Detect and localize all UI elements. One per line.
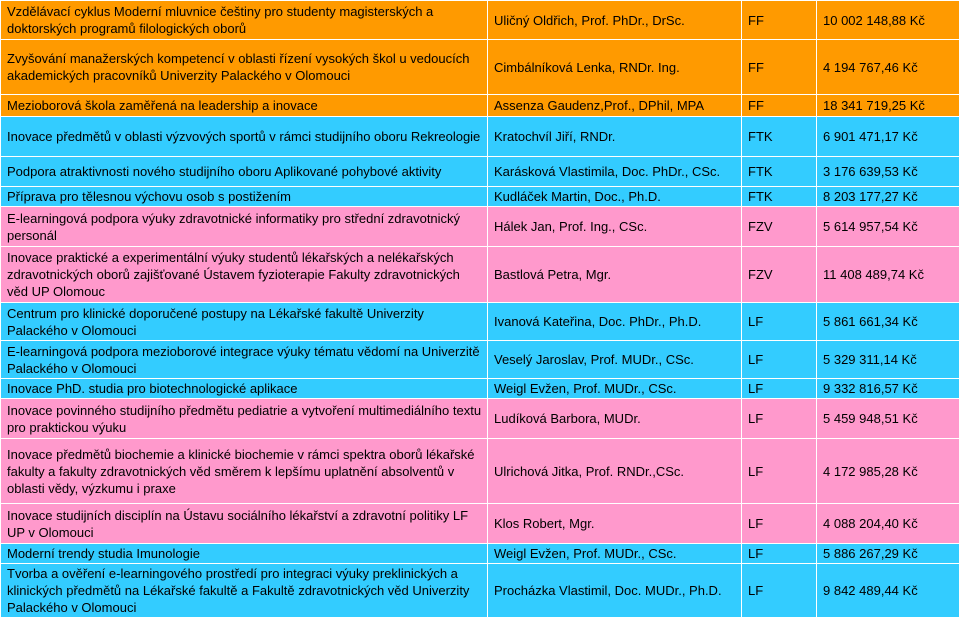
project-title: Inovace praktické a experimentální výuky studentů lékařských a nelékařských zdravotnických oborů zajišťované Ústavem fyzioterapie Fakulty zdravotnických věd UP Olomouc <box>1 247 488 303</box>
project-leader: Cimbálníková Lenka, RNDr. Ing. <box>488 40 742 95</box>
project-leader: Kratochvíl Jiří, RNDr. <box>488 117 742 157</box>
faculty: FTK <box>742 187 817 207</box>
project-title: Vzdělávací cyklus Moderní mluvnice češtiny pro studenty magisterských a doktorských programů filologických oborů <box>1 1 488 40</box>
amount: 18 341 719,25 Kč <box>817 95 959 117</box>
faculty: LF <box>742 504 817 544</box>
faculty: LF <box>742 379 817 399</box>
project-title: Inovace studijních disciplín na Ústavu sociálního lékařství a zdravotní politiky LF UP v Olomouci <box>1 504 488 544</box>
project-title: Inovace povinného studijního předmětu pediatrie a vytvoření multimediálního textu pro praktickou výuku <box>1 399 488 439</box>
faculty: FTK <box>742 117 817 157</box>
project-title: Příprava pro tělesnou výchovu osob s postižením <box>1 187 488 207</box>
project-leader: Weigl Evžen, Prof. MUDr., CSc. <box>488 379 742 399</box>
project-leader: Karásková Vlastimila, Doc. PhDr., CSc. <box>488 157 742 187</box>
amount: 4 172 985,28 Kč <box>817 439 959 504</box>
project-title: Inovace PhD. studia pro biotechnologické aplikace <box>1 379 488 399</box>
project-leader: Bastlová Petra, Mgr. <box>488 247 742 303</box>
project-title: Inovace předmětů v oblasti výzvových sportů v rámci studijního oboru Rekreologie <box>1 117 488 157</box>
faculty: FF <box>742 1 817 40</box>
faculty: LF <box>742 303 817 341</box>
faculty: FZV <box>742 207 817 247</box>
faculty: FF <box>742 95 817 117</box>
table-row <box>1 399 959 439</box>
table-row <box>1 341 959 379</box>
table-row <box>1 207 959 247</box>
amount: 4 194 767,46 Kč <box>817 40 959 95</box>
table-row <box>1 247 959 303</box>
table-row <box>1 379 959 399</box>
project-leader: Procházka Vlastimil, Doc. MUDr., Ph.D. <box>488 564 742 618</box>
table-row <box>1 1 959 40</box>
faculty: FZV <box>742 247 817 303</box>
project-title: E-learningová podpora výuky zdravotnické informatiky pro střední zdravotnický personál <box>1 207 488 247</box>
amount: 5 886 267,29 Kč <box>817 544 959 564</box>
project-title: E-learningová podpora mezioborové integrace výuky tématu vědomí na Univerzitě Palackého v Olomouci <box>1 341 488 379</box>
project-leader: Ivanová Kateřina, Doc. PhDr., Ph.D. <box>488 303 742 341</box>
project-title: Centrum pro klinické doporučené postupy na Lékařské fakultě Univerzity Palackého v Olomouci <box>1 303 488 341</box>
project-leader: Veselý Jaroslav, Prof. MUDr., CSc. <box>488 341 742 379</box>
project-leader: Weigl Evžen, Prof. MUDr., CSc. <box>488 544 742 564</box>
faculty: LF <box>742 544 817 564</box>
project-title: Podpora atraktivnosti nového studijního oboru Aplikované pohybové aktivity <box>1 157 488 187</box>
project-title: Tvorba a ověření e-learningového prostředí pro integraci výuky preklinických a klinických předmětů na Lékařské fakultě a Fakultě zdravotnických věd Univerzity Palackého v Olomouci <box>1 564 488 618</box>
table-row <box>1 544 959 564</box>
amount: 8 203 177,27 Kč <box>817 187 959 207</box>
faculty: LF <box>742 399 817 439</box>
project-title: Zvyšování manažerských kompetencí v oblasti řízení vysokých škol u vedoucích akademických pracovníků Univerzity Palackého v Olomouci <box>1 40 488 95</box>
project-leader: Ludíková Barbora, MUDr. <box>488 399 742 439</box>
project-leader: Klos Robert, Mgr. <box>488 504 742 544</box>
project-title: Inovace předmětů biochemie a klinické biochemie v rámci spektra oborů lékařské fakulty a fakulty zdravotnických věd směrem k lepšímu uplatnění absolventů v oblasti vědy, výzkumu i praxe <box>1 439 488 504</box>
amount: 6 901 471,17 Kč <box>817 117 959 157</box>
table-row <box>1 95 959 117</box>
table-row <box>1 564 959 618</box>
amount: 5 861 661,34 Kč <box>817 303 959 341</box>
faculty: LF <box>742 439 817 504</box>
amount: 9 332 816,57 Kč <box>817 379 959 399</box>
amount: 10 002 148,88 Kč <box>817 1 959 40</box>
amount: 4 088 204,40 Kč <box>817 504 959 544</box>
amount: 9 842 489,44 Kč <box>817 564 959 618</box>
project-leader: Assenza Gaudenz,Prof., DPhil, MPA <box>488 95 742 117</box>
table-row <box>1 303 959 341</box>
table-row <box>1 40 959 95</box>
amount: 5 329 311,14 Kč <box>817 341 959 379</box>
amount: 5 459 948,51 Kč <box>817 399 959 439</box>
amount: 3 176 639,53 Kč <box>817 157 959 187</box>
faculty: FF <box>742 40 817 95</box>
table-row <box>1 504 959 544</box>
project-title: Mezioborová škola zaměřená na leadership a inovace <box>1 95 488 117</box>
table-row <box>1 157 959 187</box>
project-leader: Kudláček Martin, Doc., Ph.D. <box>488 187 742 207</box>
table-row <box>1 117 959 157</box>
amount: 5 614 957,54 Kč <box>817 207 959 247</box>
project-leader: Ulrichová Jitka, Prof. RNDr.,CSc. <box>488 439 742 504</box>
faculty: FTK <box>742 157 817 187</box>
project-leader: Hálek Jan, Prof. Ing., CSc. <box>488 207 742 247</box>
project-title: Moderní trendy studia Imunologie <box>1 544 488 564</box>
table-row <box>1 187 959 207</box>
table-row <box>1 439 959 504</box>
amount: 11 408 489,74 Kč <box>817 247 959 303</box>
project-leader: Uličný Oldřich, Prof. PhDr., DrSc. <box>488 1 742 40</box>
faculty: LF <box>742 341 817 379</box>
faculty: LF <box>742 564 817 618</box>
